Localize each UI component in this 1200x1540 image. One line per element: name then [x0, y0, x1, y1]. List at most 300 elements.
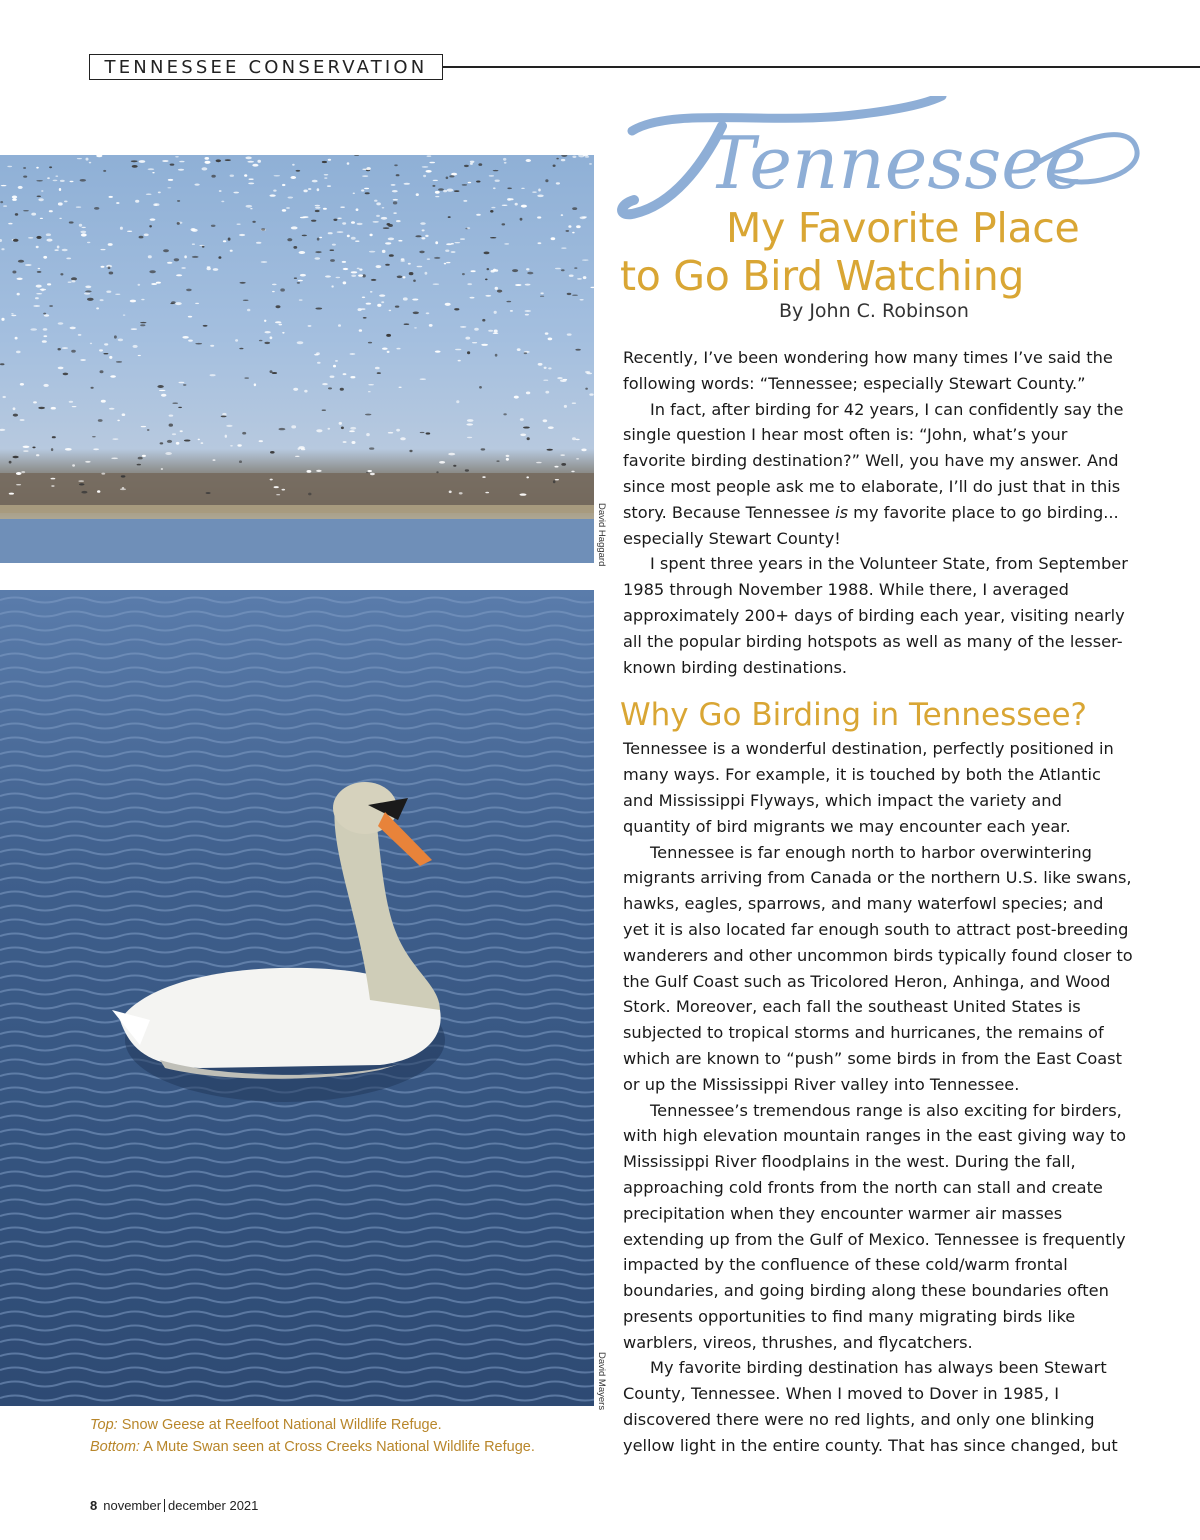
- goose-speck: [276, 494, 280, 495]
- goose-speck: [85, 286, 91, 289]
- goose-speck: [23, 450, 28, 451]
- goose-speck: [96, 307, 99, 309]
- goose-speck: [340, 207, 345, 208]
- goose-speck: [69, 221, 74, 223]
- mute-swan-illustration: [0, 590, 594, 1406]
- goose-speck: [13, 407, 16, 410]
- goose-speck: [520, 434, 526, 437]
- goose-speck: [343, 268, 349, 270]
- goose-speck: [527, 272, 533, 275]
- water-ripple: [0, 626, 594, 631]
- goose-speck: [358, 274, 363, 276]
- goose-speck: [335, 360, 338, 362]
- caption-bottom-line: [90, 1436, 590, 1458]
- goose-speck: [555, 268, 561, 270]
- goose-speck: [112, 439, 118, 440]
- goose-speck: [484, 252, 490, 255]
- goose-speck: [192, 244, 195, 245]
- goose-speck: [82, 227, 86, 228]
- goose-speck: [319, 237, 322, 238]
- goose-speck: [80, 231, 86, 234]
- goose-speck: [478, 163, 482, 166]
- goose-speck: [64, 201, 68, 203]
- goose-speck: [389, 310, 392, 311]
- goose-speck: [362, 297, 365, 299]
- water-ripple: [0, 948, 594, 953]
- goose-speck: [230, 250, 233, 252]
- goose-speck: [287, 238, 292, 241]
- goose-speck: [257, 160, 261, 163]
- water-ripple: [0, 598, 594, 603]
- goose-speck: [396, 429, 400, 432]
- goose-speck: [23, 167, 26, 168]
- goose-speck: [216, 159, 221, 162]
- goose-speck: [571, 471, 574, 473]
- goose-speck: [244, 174, 247, 177]
- goose-speck: [1, 248, 4, 250]
- goose-speck: [354, 155, 359, 156]
- goose-speck: [331, 285, 333, 287]
- goose-speck: [51, 448, 53, 451]
- goose-speck: [545, 391, 549, 394]
- goose-speck: [239, 348, 243, 350]
- goose-speck: [453, 465, 456, 467]
- goose-speck: [59, 188, 61, 191]
- goose-speck: [415, 235, 421, 237]
- water-ripple: [0, 1382, 594, 1387]
- goose-speck: [265, 331, 271, 333]
- goose-speck: [58, 322, 64, 325]
- goose-speck: [417, 266, 423, 268]
- goose-speck: [151, 283, 157, 285]
- goose-speck: [159, 390, 166, 391]
- goose-speck: [252, 164, 258, 167]
- goose-speck: [435, 241, 438, 244]
- goose-speck: [540, 292, 543, 294]
- goose-speck: [526, 268, 529, 270]
- goose-speck: [162, 160, 168, 162]
- photo-caption: [90, 1414, 590, 1458]
- goose-speck: [493, 187, 496, 189]
- goose-speck: [495, 287, 498, 290]
- goose-speck: [17, 278, 23, 280]
- goose-speck: [509, 198, 514, 200]
- section-label: [89, 54, 443, 80]
- goose-speck: [93, 448, 99, 450]
- goose-speck: [316, 429, 322, 432]
- goose-speck: [239, 460, 242, 463]
- goose-speck: [526, 392, 530, 395]
- goose-speck: [504, 162, 507, 164]
- goose-speck: [507, 188, 512, 190]
- goose-speck: [358, 308, 362, 311]
- goose-speck: [299, 299, 303, 300]
- water-ripple: [0, 682, 594, 687]
- goose-speck: [228, 238, 231, 241]
- goose-speck: [78, 480, 84, 482]
- goose-speck: [322, 410, 326, 411]
- goose-speck: [120, 227, 123, 230]
- goose-speck: [436, 471, 438, 473]
- goose-speck: [138, 355, 141, 356]
- goose-speck: [96, 155, 102, 157]
- goose-speck: [13, 414, 18, 417]
- goose-speck: [85, 290, 92, 292]
- water-ripple: [0, 724, 594, 729]
- goose-speck: [13, 239, 19, 242]
- goose-speck: [357, 223, 363, 225]
- goose-speck: [561, 214, 563, 216]
- goose-speck: [451, 243, 454, 245]
- goose-speck: [18, 186, 23, 189]
- goose-speck: [2, 396, 5, 398]
- goose-speck: [205, 157, 210, 160]
- goose-speck: [30, 328, 37, 330]
- goose-speck: [202, 167, 208, 170]
- goose-speck: [149, 270, 155, 273]
- goose-speck: [338, 324, 341, 327]
- goose-speck: [85, 461, 90, 463]
- goose-speck: [118, 339, 123, 342]
- goose-speck: [142, 455, 146, 457]
- goose-speck: [564, 405, 567, 408]
- goose-speck: [467, 437, 472, 438]
- byline: By John C. Robinson: [779, 300, 969, 322]
- goose-speck: [470, 297, 475, 299]
- goose-speck: [25, 264, 32, 266]
- goose-speck: [36, 246, 39, 248]
- goose-speck: [264, 320, 266, 322]
- goose-speck: [589, 393, 593, 395]
- water-ripple: [0, 1326, 594, 1331]
- goose-speck: [49, 210, 53, 212]
- goose-speck: [343, 441, 347, 443]
- goose-speck: [36, 454, 39, 456]
- goose-speck: [12, 196, 17, 199]
- goose-speck: [110, 375, 116, 377]
- water-ripple: [0, 1340, 594, 1345]
- goose-speck: [311, 220, 316, 222]
- goose-speck: [339, 422, 342, 425]
- goose-speck: [101, 400, 106, 403]
- goose-speck: [551, 237, 556, 240]
- goose-speck: [244, 377, 249, 378]
- goose-speck: [315, 207, 320, 209]
- goose-speck: [138, 457, 143, 460]
- goose-speck: [409, 272, 414, 275]
- goose-speck: [246, 205, 253, 208]
- goose-speck: [191, 228, 196, 231]
- goose-speck: [288, 197, 294, 199]
- goose-speck: [538, 189, 541, 192]
- goose-speck: [465, 469, 469, 471]
- goose-speck: [438, 188, 444, 191]
- water-ripple: [0, 892, 594, 897]
- goose-speck: [178, 407, 182, 408]
- goose-speck: [365, 192, 370, 194]
- goose-speck: [206, 492, 211, 494]
- goose-speck: [583, 276, 587, 279]
- paragraph-3: I spent three years in the Volunteer State, from September 1985 through November 1988. While there, I averaged approximately 200+ days of birding each year, visiting nearly all the popular birding hotspots as well as many of the lesser-known birding destinations.: [623, 554, 1128, 677]
- goose-speck: [394, 164, 398, 166]
- goose-speck: [203, 325, 208, 327]
- goose-speck: [409, 450, 412, 452]
- goose-speck: [79, 483, 85, 485]
- goose-speck: [91, 387, 94, 389]
- water-ripple: [0, 1242, 594, 1247]
- goose-speck: [58, 202, 63, 205]
- goose-speck: [454, 242, 460, 243]
- goose-speck: [233, 192, 239, 194]
- goose-speck: [543, 419, 548, 422]
- goose-speck: [351, 237, 356, 240]
- water-ripple: [0, 1312, 594, 1317]
- goose-speck: [369, 447, 374, 449]
- goose-speck: [398, 240, 402, 242]
- goose-speck: [77, 158, 82, 159]
- goose-speck: [62, 249, 68, 252]
- goose-speck: [3, 205, 7, 207]
- goose-speck: [225, 435, 227, 438]
- goose-speck: [543, 380, 548, 381]
- goose-speck: [494, 330, 498, 333]
- goose-speck: [342, 261, 346, 263]
- goose-speck: [462, 184, 467, 186]
- goose-speck: [404, 183, 411, 185]
- goose-speck: [80, 359, 86, 361]
- paragraph-2: [623, 397, 1133, 552]
- water-ripple: [0, 654, 594, 659]
- water-ripple: [0, 822, 594, 827]
- goose-speck: [503, 158, 506, 161]
- goose-speck: [328, 428, 331, 430]
- goose-speck: [370, 473, 375, 475]
- goose-speck: [308, 188, 311, 190]
- goose-speck: [132, 165, 138, 168]
- goose-speck: [36, 285, 42, 288]
- goose-speck: [433, 283, 440, 285]
- goose-speck: [157, 385, 163, 388]
- goose-speck: [470, 163, 473, 165]
- goose-speck: [555, 479, 559, 480]
- goose-speck: [11, 313, 14, 314]
- goose-speck: [33, 305, 40, 306]
- goose-speck: [210, 374, 216, 376]
- goose-speck: [554, 466, 558, 468]
- goose-speck: [397, 276, 403, 279]
- goose-speck: [396, 220, 401, 222]
- goose-speck: [167, 187, 171, 188]
- goose-speck: [111, 458, 118, 460]
- goose-speck: [213, 268, 219, 271]
- goose-speck: [210, 345, 214, 347]
- goose-speck: [454, 190, 460, 192]
- water-ripple: [0, 864, 594, 869]
- goose-speck: [364, 188, 369, 189]
- goose-speck: [414, 327, 417, 328]
- goose-speck: [43, 384, 48, 387]
- goose-speck: [370, 234, 373, 237]
- goose-speck: [16, 484, 21, 485]
- goose-speck: [58, 348, 61, 350]
- goose-speck: [520, 218, 523, 221]
- goose-speck: [103, 353, 108, 354]
- goose-speck: [8, 223, 12, 225]
- goose-speck: [582, 260, 589, 261]
- goose-speck: [377, 304, 381, 307]
- goose-speck: [60, 273, 63, 275]
- goose-speck: [23, 210, 29, 211]
- goose-speck: [481, 448, 486, 450]
- goose-speck: [304, 390, 307, 393]
- goose-speck: [356, 208, 359, 211]
- goose-speck: [1, 185, 7, 186]
- goose-speck: [585, 156, 589, 158]
- goose-speck: [460, 326, 466, 328]
- goose-speck: [109, 408, 115, 410]
- goose-speck: [76, 207, 81, 208]
- goose-speck: [325, 275, 331, 277]
- goose-speck: [195, 303, 199, 304]
- goose-speck: [81, 233, 87, 236]
- goose-speck: [446, 177, 449, 180]
- goose-speck: [108, 267, 111, 270]
- goose-speck: [294, 278, 297, 279]
- water-ripple: [0, 640, 594, 645]
- goose-speck: [526, 476, 529, 478]
- goose-speck: [297, 341, 304, 344]
- goose-speck: [561, 248, 566, 249]
- goose-speck: [525, 310, 532, 311]
- goose-speck: [423, 175, 426, 177]
- goose-speck: [481, 344, 488, 346]
- goose-speck: [359, 269, 362, 271]
- goose-speck: [36, 167, 39, 169]
- goose-speck: [101, 266, 105, 268]
- goose-speck: [504, 243, 509, 245]
- goose-speck: [177, 200, 180, 201]
- goose-speck: [435, 196, 439, 197]
- goose-speck: [15, 213, 18, 216]
- caption-top-label: Top:: [90, 1417, 118, 1433]
- goose-speck: [467, 419, 474, 422]
- goose-speck: [421, 237, 425, 239]
- goose-speck: [582, 216, 587, 218]
- goose-speck: [114, 335, 117, 338]
- goose-speck: [556, 182, 560, 184]
- goose-speck: [87, 298, 94, 301]
- goose-speck: [572, 295, 578, 296]
- water-ripple: [0, 1130, 594, 1135]
- goose-speck: [525, 314, 529, 316]
- water-ripple: [0, 1102, 594, 1107]
- goose-speck: [581, 449, 586, 452]
- goose-speck: [538, 242, 542, 244]
- goose-speck: [376, 265, 382, 268]
- goose-speck: [352, 441, 356, 444]
- goose-speck: [368, 391, 371, 392]
- goose-speck: [567, 293, 572, 295]
- caption-top-line: [90, 1414, 590, 1436]
- goose-speck: [49, 305, 53, 307]
- goose-speck: [291, 425, 296, 428]
- goose-speck: [544, 367, 547, 369]
- water-ripple: [0, 766, 594, 771]
- goose-speck: [337, 231, 344, 233]
- goose-speck: [46, 233, 51, 236]
- goose-speck: [342, 222, 346, 224]
- goose-speck: [123, 315, 126, 316]
- goose-speck: [433, 180, 438, 181]
- goose-speck: [37, 271, 42, 273]
- goose-speck: [371, 279, 377, 281]
- goose-speck: [68, 282, 72, 283]
- goose-speck: [391, 184, 396, 186]
- goose-speck: [521, 188, 525, 189]
- goose-speck: [532, 192, 537, 193]
- goose-speck: [448, 216, 451, 218]
- goose-speck: [130, 300, 136, 303]
- goose-speck: [38, 268, 41, 269]
- goose-speck: [474, 328, 479, 331]
- article-title: [620, 204, 1180, 300]
- section-heading: Why Go Birding in Tennessee?: [620, 697, 1088, 734]
- goose-speck: [467, 351, 470, 354]
- goose-speck: [70, 181, 74, 182]
- goose-speck: [479, 386, 482, 389]
- goose-speck: [280, 288, 285, 291]
- goose-speck: [454, 308, 459, 310]
- goose-speck: [401, 258, 405, 260]
- goose-speck: [422, 229, 425, 231]
- goose-speck: [448, 453, 455, 456]
- goose-speck: [18, 260, 24, 263]
- goose-speck: [460, 238, 465, 239]
- mute-swan-photo: [0, 590, 594, 1406]
- goose-speck: [495, 180, 500, 182]
- goose-speck: [572, 437, 576, 440]
- goose-speck: [211, 225, 216, 227]
- goose-speck: [382, 207, 385, 208]
- goose-speck: [343, 373, 347, 375]
- goose-speck: [439, 461, 445, 464]
- goose-speck: [350, 353, 356, 354]
- water-ripple: [0, 1186, 594, 1191]
- goose-speck: [272, 372, 277, 374]
- goose-speck: [350, 376, 355, 378]
- goose-speck: [299, 251, 306, 254]
- goose-speck: [165, 452, 172, 455]
- goose-speck: [16, 472, 22, 475]
- goose-speck: [576, 225, 581, 228]
- goose-speck: [0, 239, 2, 242]
- goose-speck: [182, 336, 188, 339]
- goose-speck: [12, 198, 17, 201]
- goose-speck: [577, 278, 582, 280]
- goose-speck: [302, 216, 308, 218]
- goose-speck: [366, 433, 370, 436]
- goose-speck: [243, 300, 249, 301]
- goose-speck: [249, 179, 254, 180]
- goose-speck: [303, 190, 307, 193]
- goose-speck: [376, 202, 381, 205]
- goose-speck: [58, 367, 64, 370]
- script-word-text: Tennessee: [707, 121, 1087, 205]
- goose-speck: [174, 258, 179, 261]
- goose-speck: [237, 444, 241, 446]
- goose-speck: [270, 194, 276, 196]
- goose-speck: [400, 437, 406, 440]
